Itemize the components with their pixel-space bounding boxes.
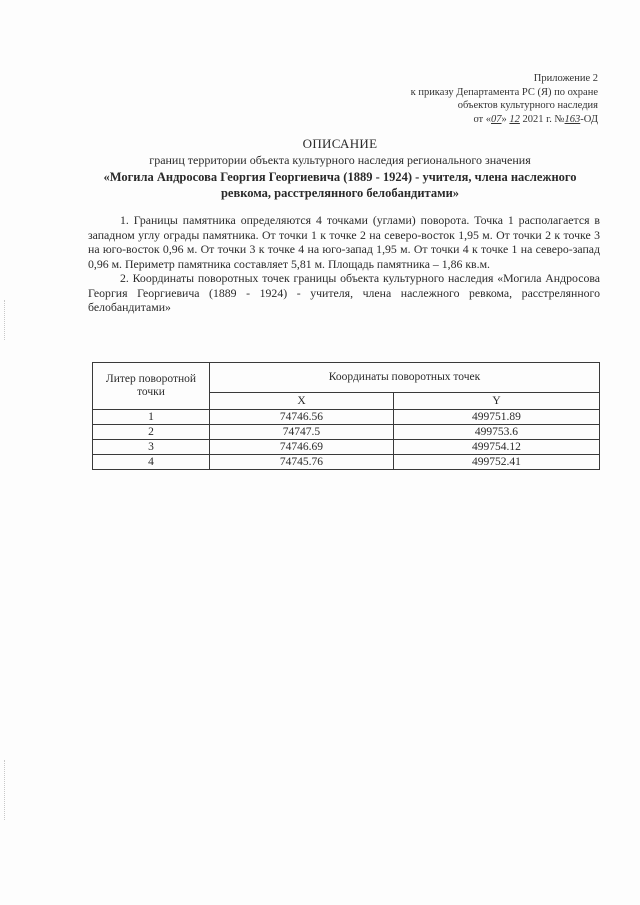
document-subtitle: границ территории объекта культурного наследия регионального значения xyxy=(149,153,531,167)
header-y: Y xyxy=(393,393,599,410)
title-block xyxy=(80,136,600,201)
paragraph-boundaries: 1. Границы памятника определяются 4 точками (углами) поворота. Точка 1 располагается в западном углу ограды памятника. От точки 1 к точке 2 на северо-восток 1,95 м. От точки 2 к точке 3 на юго-восток 0,96 м. От точки 3 к точке 4 на юго-запад 1,95 м. От точки 4 к точке 1 на северо-запад 0,96 м. Периметр памятника составляет 5,81 м. Площадь памятника – 1,86 кв.м. xyxy=(88,213,600,271)
scan-margin-mark xyxy=(4,300,7,340)
header-coordinates: Координаты поворотных точек xyxy=(210,363,600,393)
cell-y: 499753.6 xyxy=(393,425,599,440)
table-row xyxy=(93,455,600,470)
order-date-line xyxy=(411,113,598,127)
body-text xyxy=(88,213,600,315)
document-title: ОПИСАНИЕ xyxy=(302,136,378,151)
table-row xyxy=(93,440,600,455)
table-row xyxy=(93,425,600,440)
cell-x: 74746.56 xyxy=(210,410,394,425)
order-day: 07 xyxy=(491,113,502,125)
paragraph-coordinates: 2. Координаты поворотных точек границы объекта культурного наследия «Могила Андросова Георгия Георгиевича (1889 - 1924) - учителя, члена наслежного ревкома, расстрелянного белобандитами» xyxy=(88,271,600,314)
coordinates-table xyxy=(92,362,600,470)
header-x: X xyxy=(210,393,394,410)
cell-y: 499754.12 xyxy=(393,440,599,455)
appendix-line: к приказу Департамента РС (Я) по охране xyxy=(410,86,598,98)
order-prefix: от « xyxy=(473,113,492,125)
cell-y: 499751.89 xyxy=(393,410,599,425)
appendix-line: объектов культурного наследия xyxy=(457,100,598,111)
order-month: 12 xyxy=(509,113,520,125)
order-mid: » xyxy=(501,113,510,125)
cell-point: 2 xyxy=(93,425,210,440)
cell-x: 74745.76 xyxy=(210,455,394,470)
cell-x: 74746.69 xyxy=(210,440,394,455)
cell-x: 74747.5 xyxy=(210,425,394,440)
cell-point: 3 xyxy=(93,440,210,455)
order-number: 163 xyxy=(564,113,581,125)
appendix-header xyxy=(411,72,598,126)
scan-margin-mark xyxy=(4,760,7,820)
object-name: «Могила Андросова Георгия Георгиевича (1889 - 1924) - учителя, члена наслежного ревкома, расстрелянного белобандитами» xyxy=(103,170,577,200)
cell-point: 1 xyxy=(93,410,210,425)
cell-point: 4 xyxy=(93,455,210,470)
table-row xyxy=(93,410,600,425)
appendix-line: Приложение 2 xyxy=(533,73,598,84)
order-year: 2021 г. № xyxy=(519,113,565,125)
cell-y: 499752.41 xyxy=(393,455,599,470)
order-suffix: -ОД xyxy=(580,113,598,125)
header-point-letter: Литер поворотной точки xyxy=(93,363,210,410)
